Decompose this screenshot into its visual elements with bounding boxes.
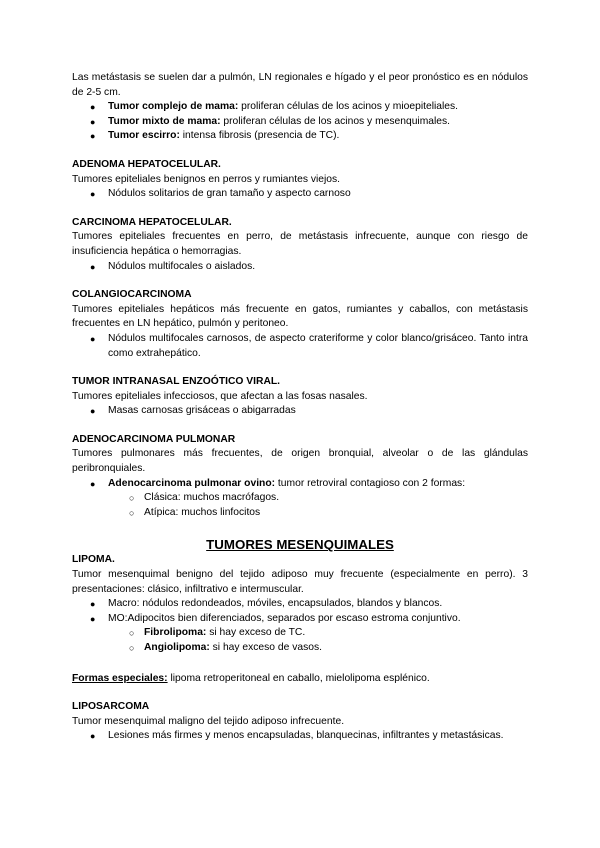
bullet-icon: ● [90,478,96,489]
list-item [72,729,528,744]
section-adenoma [72,158,528,202]
section-colangiocarcinoma [72,288,528,361]
section-intranasal [72,375,528,419]
item-text: Nódulos multifocales o aislados. [108,260,256,272]
section-liposarcoma [72,700,528,744]
bullet-icon: ● [90,731,96,742]
list-item [72,597,528,612]
term: Tumor complejo de mama: [108,101,239,113]
bullet-icon: ● [90,333,96,344]
item-text: MO:Adipocitos bien diferenciados, separados por escaso estroma conjuntivo. [108,612,461,624]
section-lipoma [72,553,528,655]
circle-icon: ○ [129,507,135,518]
item-text: Nódulos multifocales carnosos, de aspecto crateriforme y color blanco/grisáceo. Tanto intra como extrahepático. [108,332,528,359]
term: Tumor mixto de mama: [108,115,221,127]
bullet-icon: ● [90,613,96,624]
list-item [72,187,528,202]
bullet-icon: ● [90,406,96,417]
item-text: Lesiones más firmes y menos encapsuladas, blanquecinas, infiltrantes y metastásicas. [108,730,504,742]
sub-list-item [72,641,528,656]
term: Tumor escirro: [108,130,180,142]
sub-list-item [72,626,528,641]
item-text: si hay exceso de TC. [206,627,306,639]
section-text: Tumores epiteliales frecuentes en perro, de metástasis infrecuente, aunque con riesgo de insuficiencia hepática o hemorragias. [72,231,528,257]
section-heading: LIPOMA. [72,554,115,566]
item-text: intensa fibrosis (presencia de TC). [179,130,340,142]
item-text: Masas carnosas grisáceas o abigarradas [108,405,296,417]
circle-icon: ○ [129,493,135,504]
special-forms-text: lipoma retroperitoneal en caballo, mielolipoma esplénico. [167,672,430,684]
section-adenocarcinoma [72,433,528,521]
section-heading: COLANGIOCARCINOMA [72,289,192,301]
item-text: proliferan células de los acinos y mesenquimales. [220,115,451,127]
bullet-icon: ● [90,102,96,113]
item-text: tumor retroviral contagioso con 2 formas: [275,477,466,489]
list-item [72,477,528,492]
section-text: Tumores epiteliales hepáticos más frecuente en gatos, rumiantes y caballos, con metástasis frecuentes en LN hepático, pulmón y peritoneo. [72,303,528,330]
term: Adenocarcinoma pulmonar ovino: [108,477,276,489]
bullet-icon: ● [90,599,96,610]
item-text: Clásica: muchos macrófagos. [144,492,280,504]
circle-icon: ○ [129,628,135,639]
section-heading: ADENOMA HEPATOCELULAR. [72,158,221,170]
item-text: Atípica: muchos linfocitos [144,506,261,518]
intro-paragraph: Las metástasis se suelen dar a pulmón, LN regionales e hígado y el peor pronóstico es en nódulos de 2-5 cm. [72,72,528,98]
list-item [72,129,528,144]
list-item [72,115,528,130]
term: Fibrolipoma: [144,627,207,639]
intro-list [72,100,528,144]
section-heading: TUMOR INTRANASAL ENZOÓTICO VIRAL. [72,376,281,388]
bullet-icon: ● [90,189,96,200]
document-content [72,71,528,744]
bullet-icon: ● [90,116,96,127]
special-forms-label: Formas especiales: [72,672,168,684]
section-text: Tumor mesenquimal benigno del tejido adiposo muy frecuente (especialmente en perro). 3 presentaciones: clásico, infiltrativo e intermuscular. [72,569,528,595]
list-item [72,332,528,361]
sub-list-item [72,506,528,521]
list-item [72,100,528,115]
section-text: Tumores pulmonares más frecuentes, de origen bronquial, alveolar o de las glándulas peribronquiales. [72,448,528,475]
section-text: Tumores epiteliales infecciosos, que afectan a las fosas nasales. [72,390,368,402]
circle-icon: ○ [129,643,135,653]
bullet-icon: ● [90,131,96,142]
list-item [72,404,528,419]
term: Angiolipoma: [144,642,210,653]
section-text: Tumores epiteliales benignos en perros y rumiantes viejos. [72,173,341,185]
section-text: Tumor mesenquimal maligno del tejido adiposo infrecuente. [72,715,345,727]
item-text: si hay exceso de vasos. [209,642,322,653]
item-text: Macro: nódulos redondeados, móviles, encapsulados, blandos y blancos. [108,598,443,610]
section-heading: CARCINOMA HEPATOCELULAR. [72,216,232,228]
item-text: Nódulos solitarios de gran tamaño y aspecto carnoso [108,188,351,200]
special-forms [72,672,528,687]
section-heading: ADENOCARCINOMA PULMONAR [72,433,236,445]
section-title: TUMORES MESENQUIMALES [206,537,394,553]
list-item [72,260,528,275]
sub-list-item [72,491,528,506]
section-heading: LIPOSARCOMA [72,701,150,713]
bullet-icon: ● [90,261,96,272]
list-item [72,612,528,627]
item-text: proliferan células de los acinos y mioepiteliales. [238,101,459,113]
section-carcinoma [72,216,528,274]
